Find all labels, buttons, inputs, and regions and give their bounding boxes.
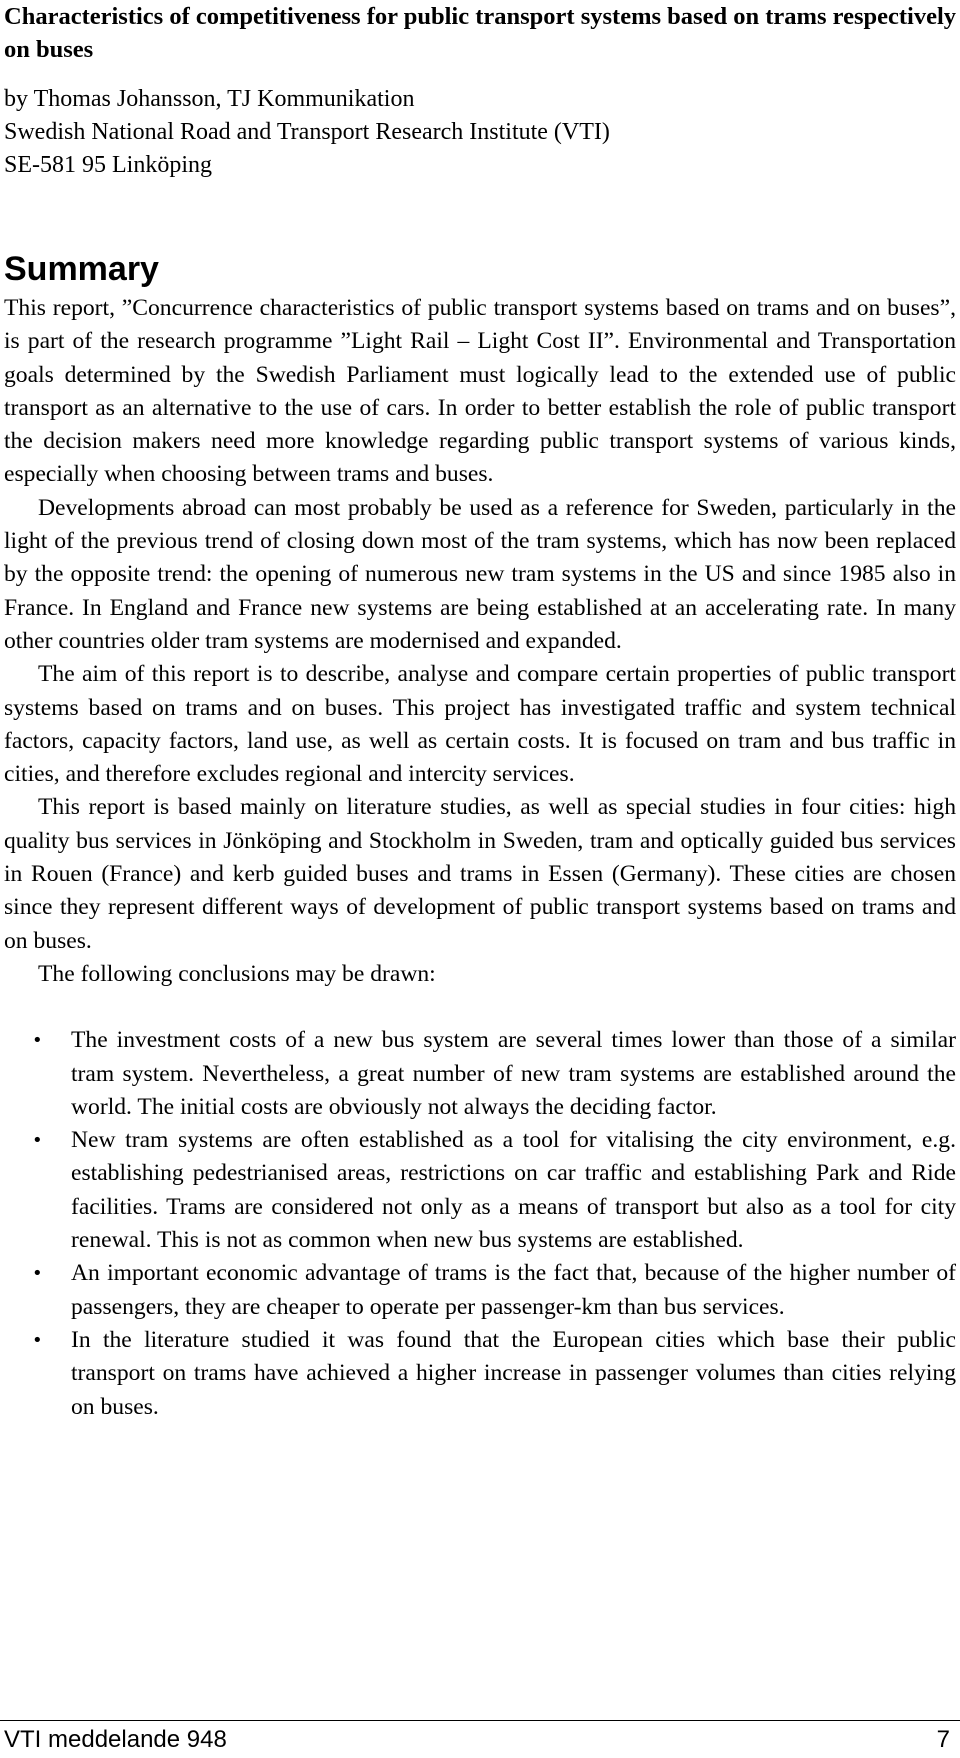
page-number: 7 <box>936 1726 950 1753</box>
address-line: SE-581 95 Linköping <box>4 152 212 178</box>
bullet-icon: • <box>32 1329 43 1351</box>
summary-heading: Summary <box>4 250 159 288</box>
document-title: Characteristics of competitiveness for public transport systems based on trams respectively on buses <box>4 3 956 63</box>
paragraph-aim: The aim of this report is to describe, analyse and compare certain properties of public transport systems based on trams and on buses. This project has investigated traffic and system technical factors, capacity factors, land use, as well as certain costs. It is focused on tram and bus traffic in cities, and therefore excludes regional and intercity services. <box>4 661 956 788</box>
bullet-icon: • <box>32 1030 43 1052</box>
institute-line: Swedish National Road and Transport Research Institute (VTI) <box>4 119 610 145</box>
list-item <box>4 1024 956 1124</box>
publication-label: VTI meddelande 948 <box>4 1726 227 1753</box>
paragraph-intro: This report, ”Concurrence characteristics of public transport systems based on trams and on buses”, is part of the research programme ”Light Rail – Light Cost II”. Environmental and Transportation goals determined by the Swedish Parliament must logically lead to the extended use of public transport as an alternative to the use of cars. In order to better establish the role of public transport the decision makers need more knowledge regarding public transport systems of various kinds, especially when choosing between trams and buses. <box>4 295 956 488</box>
list-item-text: An important economic advantage of trams is the fact that, because of the higher number of passengers, they are cheaper to operate per passenger-km than bus services. <box>71 1260 956 1320</box>
list-item-text: In the literature studied it was found that the European cities which base their public transport on trams have achieved a higher increase in passenger volumes than cities relying on buses. <box>71 1326 956 1420</box>
summary-body <box>4 292 956 991</box>
paragraph-method: This report is based mainly on literature studies, as well as special studies in four cities: high quality bus services in Jönköping and Stockholm in Sweden, tram and optically guided bus services in Rouen (France) and kerb guided buses and trams in Essen (Germany). These cities are chosen since they represent different ways of development of public transport systems based on trams and on buses. <box>4 794 956 954</box>
list-item <box>4 1124 956 1257</box>
list-item <box>4 1257 956 1324</box>
bullet-icon: • <box>32 1263 43 1285</box>
list-item-text: New tram systems are often established as a tool for vitalising the city environment, e.g. establishing pedestrianised areas, restrictions on car traffic and establishing Park and Ride facilities. Trams are considered not only as a means of transport but also as a tool for city renewal. This is not as common when new bus systems are established. <box>71 1127 956 1254</box>
paragraph-developments: Developments abroad can most probably be used as a reference for Sweden, particularly in the light of the previous trend of closing down most of the tram systems, which has now been replaced by the opposite trend: the opening of numerous new tram systems in the US and since 1985 also in France. In England and France new systems are being established at an accelerating rate. In many other countries older tram systems are modernised and expanded. <box>4 494 956 654</box>
bullet-icon: • <box>32 1130 43 1152</box>
document-page <box>4 0 956 1424</box>
author-line: by Thomas Johansson, TJ Kommunikation <box>4 86 415 112</box>
list-item-text: The investment costs of a new bus system are several times lower than those of a similar tram system. Nevertheless, a great number of new tram systems are established around the world. The initial costs are obviously not always the deciding factor. <box>71 1027 956 1120</box>
list-item <box>4 1324 956 1424</box>
page-footer <box>0 1720 960 1755</box>
conclusions-list <box>4 1024 956 1424</box>
author-block <box>4 83 956 182</box>
paragraph-conclusions-lead: The following conclusions may be drawn: <box>38 960 436 987</box>
